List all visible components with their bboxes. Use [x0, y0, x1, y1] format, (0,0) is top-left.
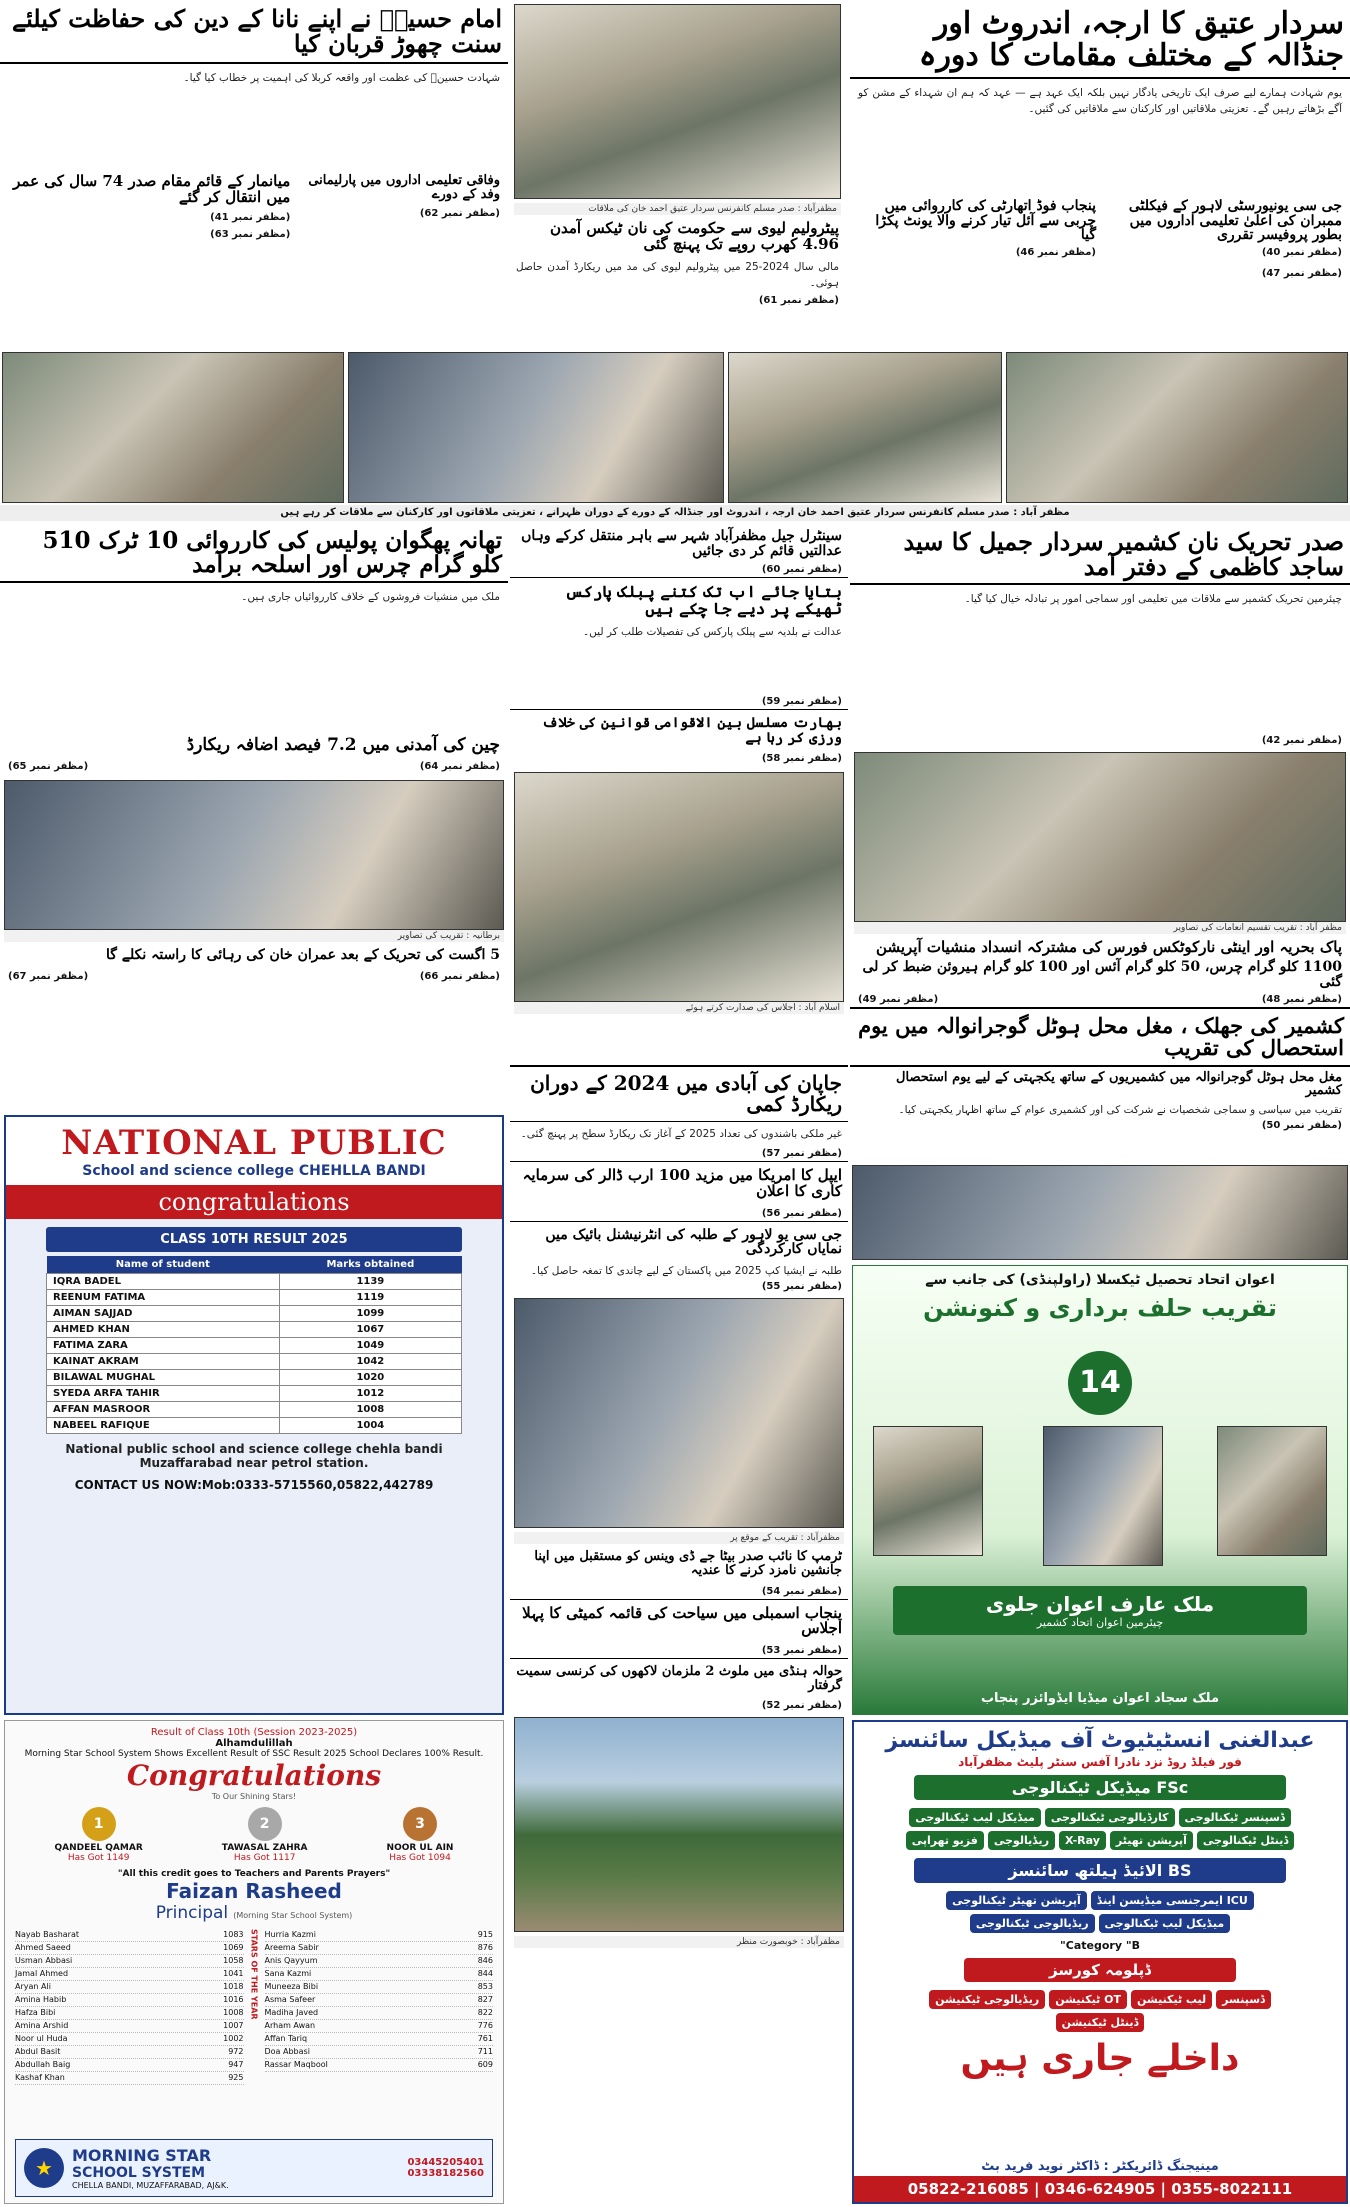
student-name: Amina Habib — [15, 1995, 67, 2004]
student-name: NABEEL RAFIQUE — [47, 1418, 280, 1434]
ad-fsc: FSc میڈیکل ٹیکنالوجی — [914, 1775, 1286, 1800]
ad-badge: 14 — [1068, 1351, 1132, 1415]
dispatch-tag: (مظفر نمبر 42) — [1261, 735, 1342, 747]
photo-caption: مظفرآباد : تقریب کے موقع پر — [514, 1532, 844, 1544]
student-marks: 1008 — [279, 1402, 461, 1418]
dispatch-tag: (مظفر نمبر 46) — [1015, 247, 1096, 259]
ad-phones: 05822-216085 | 0346-624905 | 0355-8022111 — [854, 2176, 1346, 2202]
program-chip: میڈیکل لیب ٹیکنالوجی — [1099, 1914, 1231, 1933]
photo-caption: مظفر آباد : تقریب تقسیم انعامات کی تصاویر — [854, 922, 1346, 934]
headline: امام حسینؓ نے اپنے نانا کے دین کی حفاظت کیلئے سنت چھوڑ قربان کیا — [0, 0, 508, 64]
article-body: ملک میں منشیات فروشوں کے خلاف کارروائیاں جاری ہیں۔ — [241, 591, 500, 604]
list-item — [15, 1942, 244, 1955]
list-item — [15, 2020, 244, 2033]
medal-icon: 2 — [248, 1807, 282, 1841]
list-item — [265, 1929, 494, 1942]
article-body: چیئرمین تحریک کشمیر سے ملاقات میں تعلیمی اور سماجی امور پر تبادلہ خیال کیا گیا۔ — [964, 593, 1342, 606]
table-row — [47, 1322, 462, 1338]
student-marks: 1099 — [279, 1306, 461, 1322]
dispatch-tag: (مظفر نمبر 40) — [1261, 247, 1342, 259]
list-item — [265, 2059, 494, 2072]
ad-category: Category "B" — [1060, 1939, 1140, 1952]
ad-bs: BS الائیڈ ہیلتھ سائنسز — [914, 1858, 1286, 1883]
table-row — [47, 1290, 462, 1306]
meeting-photo — [514, 4, 841, 199]
list-item — [15, 1968, 244, 1981]
topper — [222, 1807, 308, 1863]
topper-name: NOOR UL AIN — [386, 1843, 454, 1853]
dispatch-tag: (مظفر نمبر 65) — [8, 761, 89, 773]
student-marks: 844 — [477, 1969, 493, 1978]
student-marks: 1119 — [279, 1290, 461, 1306]
results-table — [46, 1256, 462, 1434]
subheadline: جی سی یونیورسٹی لاہور کے فیکلٹی ممبران کی اعلیٰ تعلیمی اداروں میں بطور پروفیسر تقرری — [1128, 198, 1342, 244]
photo-caption: اسلام آباد : اجلاس کی صدارت کرتے ہوئے — [514, 1002, 844, 1014]
congrats-script: Congratulations — [126, 1759, 382, 1792]
subheadline: ایپل کا امریکا میں مزید 100 ارب ڈالر کی سرمایہ کاری کا اعلان — [510, 1161, 848, 1206]
list-right — [265, 1929, 494, 2085]
student-marks: 1083 — [223, 1930, 244, 1939]
congrats-banner: congratulations — [6, 1185, 502, 1219]
photo-gathering — [1006, 352, 1348, 503]
list-item — [265, 2020, 494, 2033]
subheadline: وفاقی تعلیمی اداروں میں پارلیمانی وفد کے دورے — [308, 173, 500, 203]
list-item — [15, 1994, 244, 2007]
conference-photo — [514, 772, 844, 1002]
table-row — [47, 1354, 462, 1370]
student-marks: 876 — [477, 1943, 493, 1952]
headline: تھانہ پھگوان پولیس کی کارروائی 10 ٹرک 510 کلو گرام چرس اور اسلحہ برآمد — [0, 525, 508, 583]
diploma-programs — [854, 1988, 1346, 2034]
article-imam-hussain — [0, 0, 508, 355]
portrait-photo — [873, 1426, 983, 1556]
subheadline: ٹرمپ کا نائب صدر بیٹا جے ڈی وینس کو مستقبل میں اپنا جانشین نامزد کرنے کا عندیہ — [534, 1549, 842, 1579]
student-marks: 1042 — [279, 1354, 461, 1370]
principal-title: Principal — [155, 1903, 229, 1923]
fsc-programs — [854, 1806, 1346, 1852]
dispatch-tag: (مظفر نمبر 47) — [1261, 268, 1342, 280]
dispatch-tag: (مظفر نمبر 49) — [858, 993, 939, 1005]
principal-sub: (Morning Star School System) — [233, 1911, 353, 1920]
dispatch-tag: (مظفر نمبر 55) — [761, 1281, 842, 1293]
ad-admission: داخلے جاری ہیں — [960, 2038, 1240, 2079]
ad-diploma: ڈپلومہ کورسز — [964, 1958, 1236, 1982]
list-item — [15, 1929, 244, 1942]
result-head: Result of Class 10th (Session 2023-2025) — [150, 1727, 358, 1738]
headline: سردار عتیق کا ارجہ، اندروٹ اور جنڈالہ کے مختلف مقامات کا دورہ — [850, 0, 1350, 79]
photo-lunch — [348, 352, 724, 503]
list-item — [265, 2046, 494, 2059]
program-chip: آپریشن تھیٹر ٹیکنالوجی — [946, 1891, 1087, 1910]
program-chip: ڈینٹل ٹیکنیشن — [1056, 2013, 1145, 2032]
list-item — [15, 2033, 244, 2046]
student-name: SYEDA ARFA TAHIR — [47, 1386, 280, 1402]
dispatch-tag: (مظفر نمبر 61) — [758, 295, 839, 307]
program-chip: ڈینٹل ٹیکنالوجی — [1197, 1831, 1294, 1850]
list-item — [265, 1968, 494, 1981]
student-marks: 1139 — [279, 1274, 461, 1290]
student-name: Abdul Basit — [15, 2047, 61, 2056]
principal-name: Faizan Rasheed — [166, 1879, 342, 1903]
topper-name: TAWASAL ZAHRA — [221, 1843, 308, 1853]
ad-abdul-ghani-institute — [852, 1720, 1348, 2204]
medal-icon: 3 — [403, 1807, 437, 1841]
student-name: Kashaf Khan — [15, 2073, 65, 2082]
list-item — [265, 1955, 494, 1968]
school-sub: SCHOOL SYSTEM — [72, 2165, 206, 2181]
student-name: Jamal Ahmed — [15, 1969, 69, 1978]
topper-name: QANDEEL QAMAR — [54, 1843, 143, 1853]
headline: جاپان کی آبادی میں 2024 کے دوران ریکارڈ کمی — [510, 1065, 848, 1122]
ad-title: NATIONAL PUBLIC — [61, 1123, 447, 1163]
list-item — [15, 1981, 244, 1994]
student-marks: 853 — [477, 1982, 493, 1991]
student-marks: 1007 — [223, 2021, 244, 2030]
event-photo — [852, 1165, 1348, 1260]
article-body: عدالت نے بلدیہ سے پبلک پارکس کی تفصیلات طلب کر لیں۔ — [583, 625, 842, 638]
list-item — [265, 1942, 494, 1955]
list-item — [15, 2046, 244, 2059]
student-name: Hurria Kazmi — [264, 1930, 316, 1939]
student-name: Sana Kazmi — [264, 1969, 312, 1978]
student-name: Abdullah Baig — [15, 2060, 71, 2069]
alhamdulillah: Alhamdulillah — [215, 1738, 293, 1749]
program-chip: ریڈیالوجی ٹیکنالوجی — [970, 1914, 1095, 1933]
subheadline: پیٹرولیم لیوی سے حکومت کی نان ٹیکس آمدن 4.96 کھرب روپے تک پہنچ گئی — [550, 219, 839, 253]
student-name: Ahmed Saeed — [15, 1943, 71, 1952]
subheadline: 1100 کلو گرام چرس، 50 کلو گرام آئس اور 100 کلو گرام ہیروئن ضبط کر لی گئی — [862, 959, 1342, 990]
student-marks: 776 — [477, 2021, 493, 2030]
stars-label: STARS OF THE YEAR — [249, 1929, 259, 2020]
student-marks: 1067 — [279, 1322, 461, 1338]
subheadline: جی سی یو لاہور کے طلبہ کی انٹرنیشنل بائیک میں نمایاں کارکردگی — [510, 1221, 848, 1263]
ad-person-name: ملک عارف اعوان جلوی — [985, 1592, 1215, 1616]
subheadline: پنجاب اسمبلی میں سیاحت کی قائمہ کمیٹی کا پہلا اجلاس — [510, 1599, 848, 1644]
portrait-photo — [1043, 1426, 1163, 1566]
subheadline: پاک بحریہ اور اینٹی نارکوٹکس فورس کی مشترکہ انسداد منشیات آپریشن — [876, 938, 1342, 957]
program-chip: فزیو تھراپی — [906, 1831, 984, 1850]
student-name: Hafza Bibi — [15, 2008, 56, 2017]
school-logo-icon: ★ — [24, 2148, 64, 2188]
school-phone: 03445205401 — [407, 2157, 484, 2168]
student-name: Arham Awan — [264, 2021, 316, 2030]
toppers-row — [15, 1807, 493, 1863]
program-chip: کارڈیالوجی ٹیکنالوجی — [1045, 1808, 1175, 1827]
ad-event-title: تقریب حلف برداری و کنونشن — [923, 1294, 1277, 1322]
column-lower-center — [510, 1065, 848, 2207]
dispatch-tag: (مظفر نمبر 57) — [761, 1148, 842, 1160]
uk-event-photo — [4, 780, 504, 930]
list-left — [15, 1929, 244, 2085]
table-row — [47, 1386, 462, 1402]
ad-contact: CONTACT US NOW:Mob:0333-5715560,05822,442789 — [74, 1478, 434, 1492]
student-marks: 1012 — [279, 1386, 461, 1402]
photo-condolence — [2, 352, 344, 503]
ad-footer: National public school and science college chehla bandi Muzaffarabad near petrol station. — [65, 1442, 443, 1470]
subheadline: سینٹرل جیل مظفرآباد شہر سے باہر منتقل کرکے وہاں عدالتیں قائم کر دی جائیں — [521, 528, 842, 559]
student-marks: 1041 — [223, 1969, 244, 1978]
table-row — [47, 1306, 462, 1322]
ad-person-role: چیئرمین اعوان اتحاد کشمیر — [1036, 1616, 1164, 1629]
student-name: Doa Abbasi — [264, 2047, 310, 2056]
list-item — [15, 2072, 244, 2085]
ceremony-photo — [514, 1298, 844, 1528]
dispatch-tag: (مظفر نمبر 56) — [761, 1207, 842, 1219]
topper-marks: Has Got 1117 — [233, 1853, 296, 1863]
student-name: Noor ul Huda — [15, 2034, 68, 2043]
student-name: IQRA BADEL — [47, 1274, 280, 1290]
photo-caption: مظفرآباد : صدر مسلم کانفرنس سردار عتیق احمد خان کی ملاقات — [514, 203, 841, 215]
student-marks: 1008 — [223, 2008, 244, 2017]
dispatch-tag: (مظفر نمبر 48) — [1261, 993, 1342, 1005]
student-name: Amina Arshid — [15, 2021, 69, 2030]
list-item — [15, 2007, 244, 2020]
program-chip: لیب ٹیکنیشن — [1131, 1990, 1212, 2009]
list-item — [15, 1955, 244, 1968]
dispatch-tag: (مظفر نمبر 58) — [761, 753, 842, 765]
photo-caption: برطانیہ : تقریب کی تصاویر — [4, 930, 504, 942]
headline: صدر تحریک نان کشمیر سردار جمیل کا سید ساجد کاظمی کے دفتر آمد — [850, 525, 1350, 585]
topper — [387, 1807, 454, 1863]
col-header: Marks obtained — [326, 1259, 415, 1270]
school-phone: 03338182560 — [407, 2168, 484, 2179]
dispatch-tag: (مظفر نمبر 67) — [8, 970, 89, 982]
congrats-sub: To Our Shining Stars! — [211, 1792, 297, 1801]
article-body: تقریب میں سیاسی و سماجی شخصیات نے شرکت کی اور کشمیری عوام کے ساتھ اظہار یکجہتی کیا۔ — [898, 1103, 1342, 1116]
student-marks: 947 — [228, 2060, 244, 2069]
dispatch-tag: (مظفر نمبر 66) — [419, 970, 500, 982]
school-address: CHELLA BANDI, MUZAFFARABAD, AJ&K. — [72, 2181, 229, 2190]
student-name: Anis Qayyum — [264, 1956, 318, 1965]
dispatch-tag: (مظفر نمبر 64) — [419, 761, 500, 773]
medal-icon: 1 — [82, 1807, 116, 1841]
subheadline: پنجاب فوڈ اتھارٹی کی کارروائی میں چربی سے آئل تیار کرنے والا یونٹ پکڑا گیا — [875, 198, 1096, 244]
program-chip: ICU ایمرجنسی میڈیسن اینڈ — [1091, 1891, 1254, 1910]
student-marks: 711 — [477, 2047, 493, 2056]
article-body: طلبہ نے ایشیا کپ 2025 میں پاکستان کے لیے چاندی کا تمغہ حاصل کیا۔ — [530, 1265, 842, 1278]
dispatch-tag: (مظفر نمبر 62) — [419, 207, 500, 219]
student-marks: 1004 — [279, 1418, 461, 1434]
wide-caption: مظفر آباد : صدر مسلم کانفرنس سردار عتیق احمد خان ارجہ ، اندروٹ اور جنڈالہ کے دورے کے دوران ظہرانے ، تعزیتی ملاقاتوں اور کارکنان سے ملاقات کر رہے ہیں — [0, 505, 1350, 521]
landscape-photo — [514, 1717, 844, 1932]
bs-programs — [854, 1889, 1346, 1935]
student-name: Rassar Maqbool — [264, 2060, 328, 2069]
article-body: غیر ملکی باشندوں کی تعداد 2025 کے آغاز تک ریکارڈ سطح پر پہنچ گئی۔ — [520, 1128, 842, 1140]
subheadline: حوالہ ہنڈی میں ملوث 2 ملزمان لاکھوں کی کرنسی سمیت گرفتار — [510, 1658, 848, 1698]
student-name: Aryan Ali — [15, 1982, 51, 1991]
ad-top-line: اعوان اتحاد تحصیل ٹیکسلا (راولپنڈی) کی جانب سے — [925, 1272, 1275, 1288]
student-name: Asma Safeer — [264, 1995, 316, 2004]
list-item — [265, 1981, 494, 1994]
subheadline: بتایا جائے اب تک کتنے پبلک پارکس ٹھیکے پر دیے جا چکے ہیں — [510, 577, 848, 624]
prize-photo — [854, 752, 1346, 922]
ad-address: فور فیلڈ روڈ نزد نادرا آفس سنٹر پلیٹ مظفرآباد — [958, 1755, 1242, 1769]
table-row — [47, 1402, 462, 1418]
program-chip: آپریشن تھیٹر — [1110, 1831, 1193, 1850]
subheadline: میانمار کے قائم مقام صدر 74 سال کی عمر میں انتقال کر گئے — [13, 172, 291, 207]
dispatch-tag: (مظفر نمبر 41) — [210, 211, 291, 223]
result-line: Morning Star School System Shows Excellent Result of SSC Result 2025 School Declares 100% Result. — [24, 1749, 484, 1759]
list-item — [265, 2007, 494, 2020]
student-name: AHMED KHAN — [47, 1322, 280, 1338]
article-tehreek-kashmir — [850, 525, 1350, 1265]
dispatch-tag: (مظفر نمبر 52) — [761, 1700, 842, 1712]
student-marks: 1018 — [223, 1982, 244, 1991]
class-line: CLASS 10TH RESULT 2025 — [46, 1227, 462, 1252]
topper-marks: Has Got 1149 — [67, 1853, 130, 1863]
student-marks: 846 — [477, 1956, 493, 1965]
student-marks: 1020 — [279, 1370, 461, 1386]
student-marks: 1058 — [223, 1956, 244, 1965]
student-name: Usman Abbasi — [15, 1956, 73, 1965]
student-marks: 925 — [228, 2073, 244, 2082]
student-marks: 1069 — [223, 1943, 244, 1952]
ad-footer: ملک سجاد اعوان میڈیا ایڈوائزر پنجاب — [980, 1691, 1219, 1706]
article-petroleum-levy — [510, 0, 845, 355]
student-name: AIMAN SAJJAD — [47, 1306, 280, 1322]
article-central-jail — [510, 525, 848, 1065]
school-title: MORNING STAR — [72, 2146, 212, 2165]
student-marks: 1002 — [223, 2034, 244, 2043]
student-name: FATIMA ZARA — [47, 1338, 280, 1354]
student-marks: 915 — [477, 1930, 493, 1939]
dispatch-tag: (مظفر نمبر 60) — [761, 564, 842, 576]
student-name: Affan Tariq — [264, 2034, 308, 2043]
table-row — [47, 1338, 462, 1354]
ad-director: مینیجنگ ڈائریکٹر : ڈاکٹر نوید فرید بٹ — [981, 2159, 1219, 2174]
article-sardar-atiq-visit — [850, 0, 1350, 355]
topper-marks: Has Got 1094 — [389, 1853, 451, 1863]
program-chip: ریڈیالوجی — [988, 1831, 1055, 1850]
photo-meeting — [728, 352, 1002, 503]
article-body: یوم شہادت ہمارے لیے صرف ایک تاریخی یادگار نہیں بلکہ ایک عہد ہے — عہد کہ ہم ان شہداء کے مشن کو آگے بڑھاتے رہیں گے۔ تعزیتی ملاقاتیں اور کارکنان سے ملاقاتیں کی گئیں۔ — [858, 87, 1342, 116]
subheadline: چین کی آمدنی میں 7.2 فیصد اضافہ ریکارڈ — [186, 735, 500, 756]
subheadline: 5 اگست کی تحریک کے بعد عمران خان کی رہائی کا راستہ نکلے گا — [106, 947, 500, 964]
student-name: Madiha Javed — [264, 2008, 319, 2017]
dispatch-tag: (مظفر نمبر 50) — [1261, 1120, 1342, 1132]
student-marks: 827 — [477, 1995, 493, 2004]
article-police-raid — [0, 525, 508, 1125]
table-row — [47, 1274, 462, 1290]
topper — [55, 1807, 143, 1863]
ad-morning-star — [4, 1720, 504, 2204]
col-header: Name of student — [115, 1259, 210, 1270]
portrait-photo — [1217, 1426, 1327, 1556]
photo-caption: مظفرآباد : خوبصورت منظر — [514, 1936, 844, 1948]
dispatch-tag: (مظفر نمبر 63) — [210, 228, 291, 240]
list-item — [265, 1994, 494, 2007]
list-item — [265, 2033, 494, 2046]
student-name: KAINAT AKRAM — [47, 1354, 280, 1370]
dispatch-tag: (مظفر نمبر 53) — [761, 1645, 842, 1657]
program-chip: OT ٹیکنیشن — [1049, 1990, 1127, 2009]
dispatch-tag: (مظفر نمبر 54) — [761, 1585, 842, 1597]
student-name: BILAWAL MUGHAL — [47, 1370, 280, 1386]
program-chip: ریڈیالوجی ٹیکنیشن — [929, 1990, 1045, 2009]
ad-national-public-school — [4, 1115, 504, 1715]
list-item — [15, 2059, 244, 2072]
table-row — [47, 1418, 462, 1434]
program-chip: ڈسپنسر ٹیکنالوجی — [1179, 1808, 1291, 1827]
dispatch-tag: (مظفر نمبر 59) — [761, 695, 842, 707]
subheadline: بھارت مسلسل بین الاقوامی قوانین کی خلاف ورزی کر رہا ہے — [510, 709, 848, 751]
student-marks: 761 — [477, 2034, 493, 2043]
ad-title: عبدالغنی انسٹیٹیوٹ آف میڈیکل سائنسز — [885, 1728, 1315, 1753]
article-body: مالی سال 2024-25 میں پیٹرولیم لیوی کی مد میں ریکارڈ آمدن حاصل ہوئی۔ — [516, 260, 840, 289]
article-body: شہادت حسینؓ کی عظمت اور واقعہ کربلا کی اہمیت پر خطاب کیا گیا۔ — [183, 72, 500, 85]
program-chip: X-Ray — [1059, 1831, 1106, 1850]
wide-photo-strip — [0, 350, 1350, 505]
student-name: Areema Sabir — [264, 1943, 319, 1952]
student-marks: 1016 — [223, 1995, 244, 2004]
program-chip: میڈیکل لیب ٹیکنالوجی — [909, 1808, 1041, 1827]
program-chip: ڈسپنسر — [1216, 1990, 1271, 2009]
student-name: AFFAN MASROOR — [47, 1402, 280, 1418]
ad-awan-convention — [852, 1265, 1348, 1715]
table-row — [47, 1370, 462, 1386]
student-marks: 972 — [228, 2047, 244, 2056]
student-name: Nayab Basharat — [15, 1930, 80, 1939]
headline: کشمیر کی جھلک ، مغل محل ہوٹل گوجرانوالہ میں یوم استحصال کی تقریب — [850, 1007, 1350, 1067]
student-marks: 822 — [477, 2008, 493, 2017]
student-name: REENUM FATIMA — [47, 1290, 280, 1306]
student-marks: 609 — [477, 2060, 493, 2069]
subheadline: مغل محل ہوٹل گوجرانوالہ میں کشمیریوں کے ساتھ یکجہتی کے لیے یوم استحصال کشمیر — [896, 1069, 1342, 1099]
ad-subtitle: School and science college CHEHLLA BANDI — [82, 1163, 426, 1179]
credit-line: "All this credit goes to Teachers and Parents Prayers" — [117, 1869, 391, 1879]
student-marks: 1049 — [279, 1338, 461, 1354]
student-name: Muneeza Bibi — [264, 1982, 319, 1991]
